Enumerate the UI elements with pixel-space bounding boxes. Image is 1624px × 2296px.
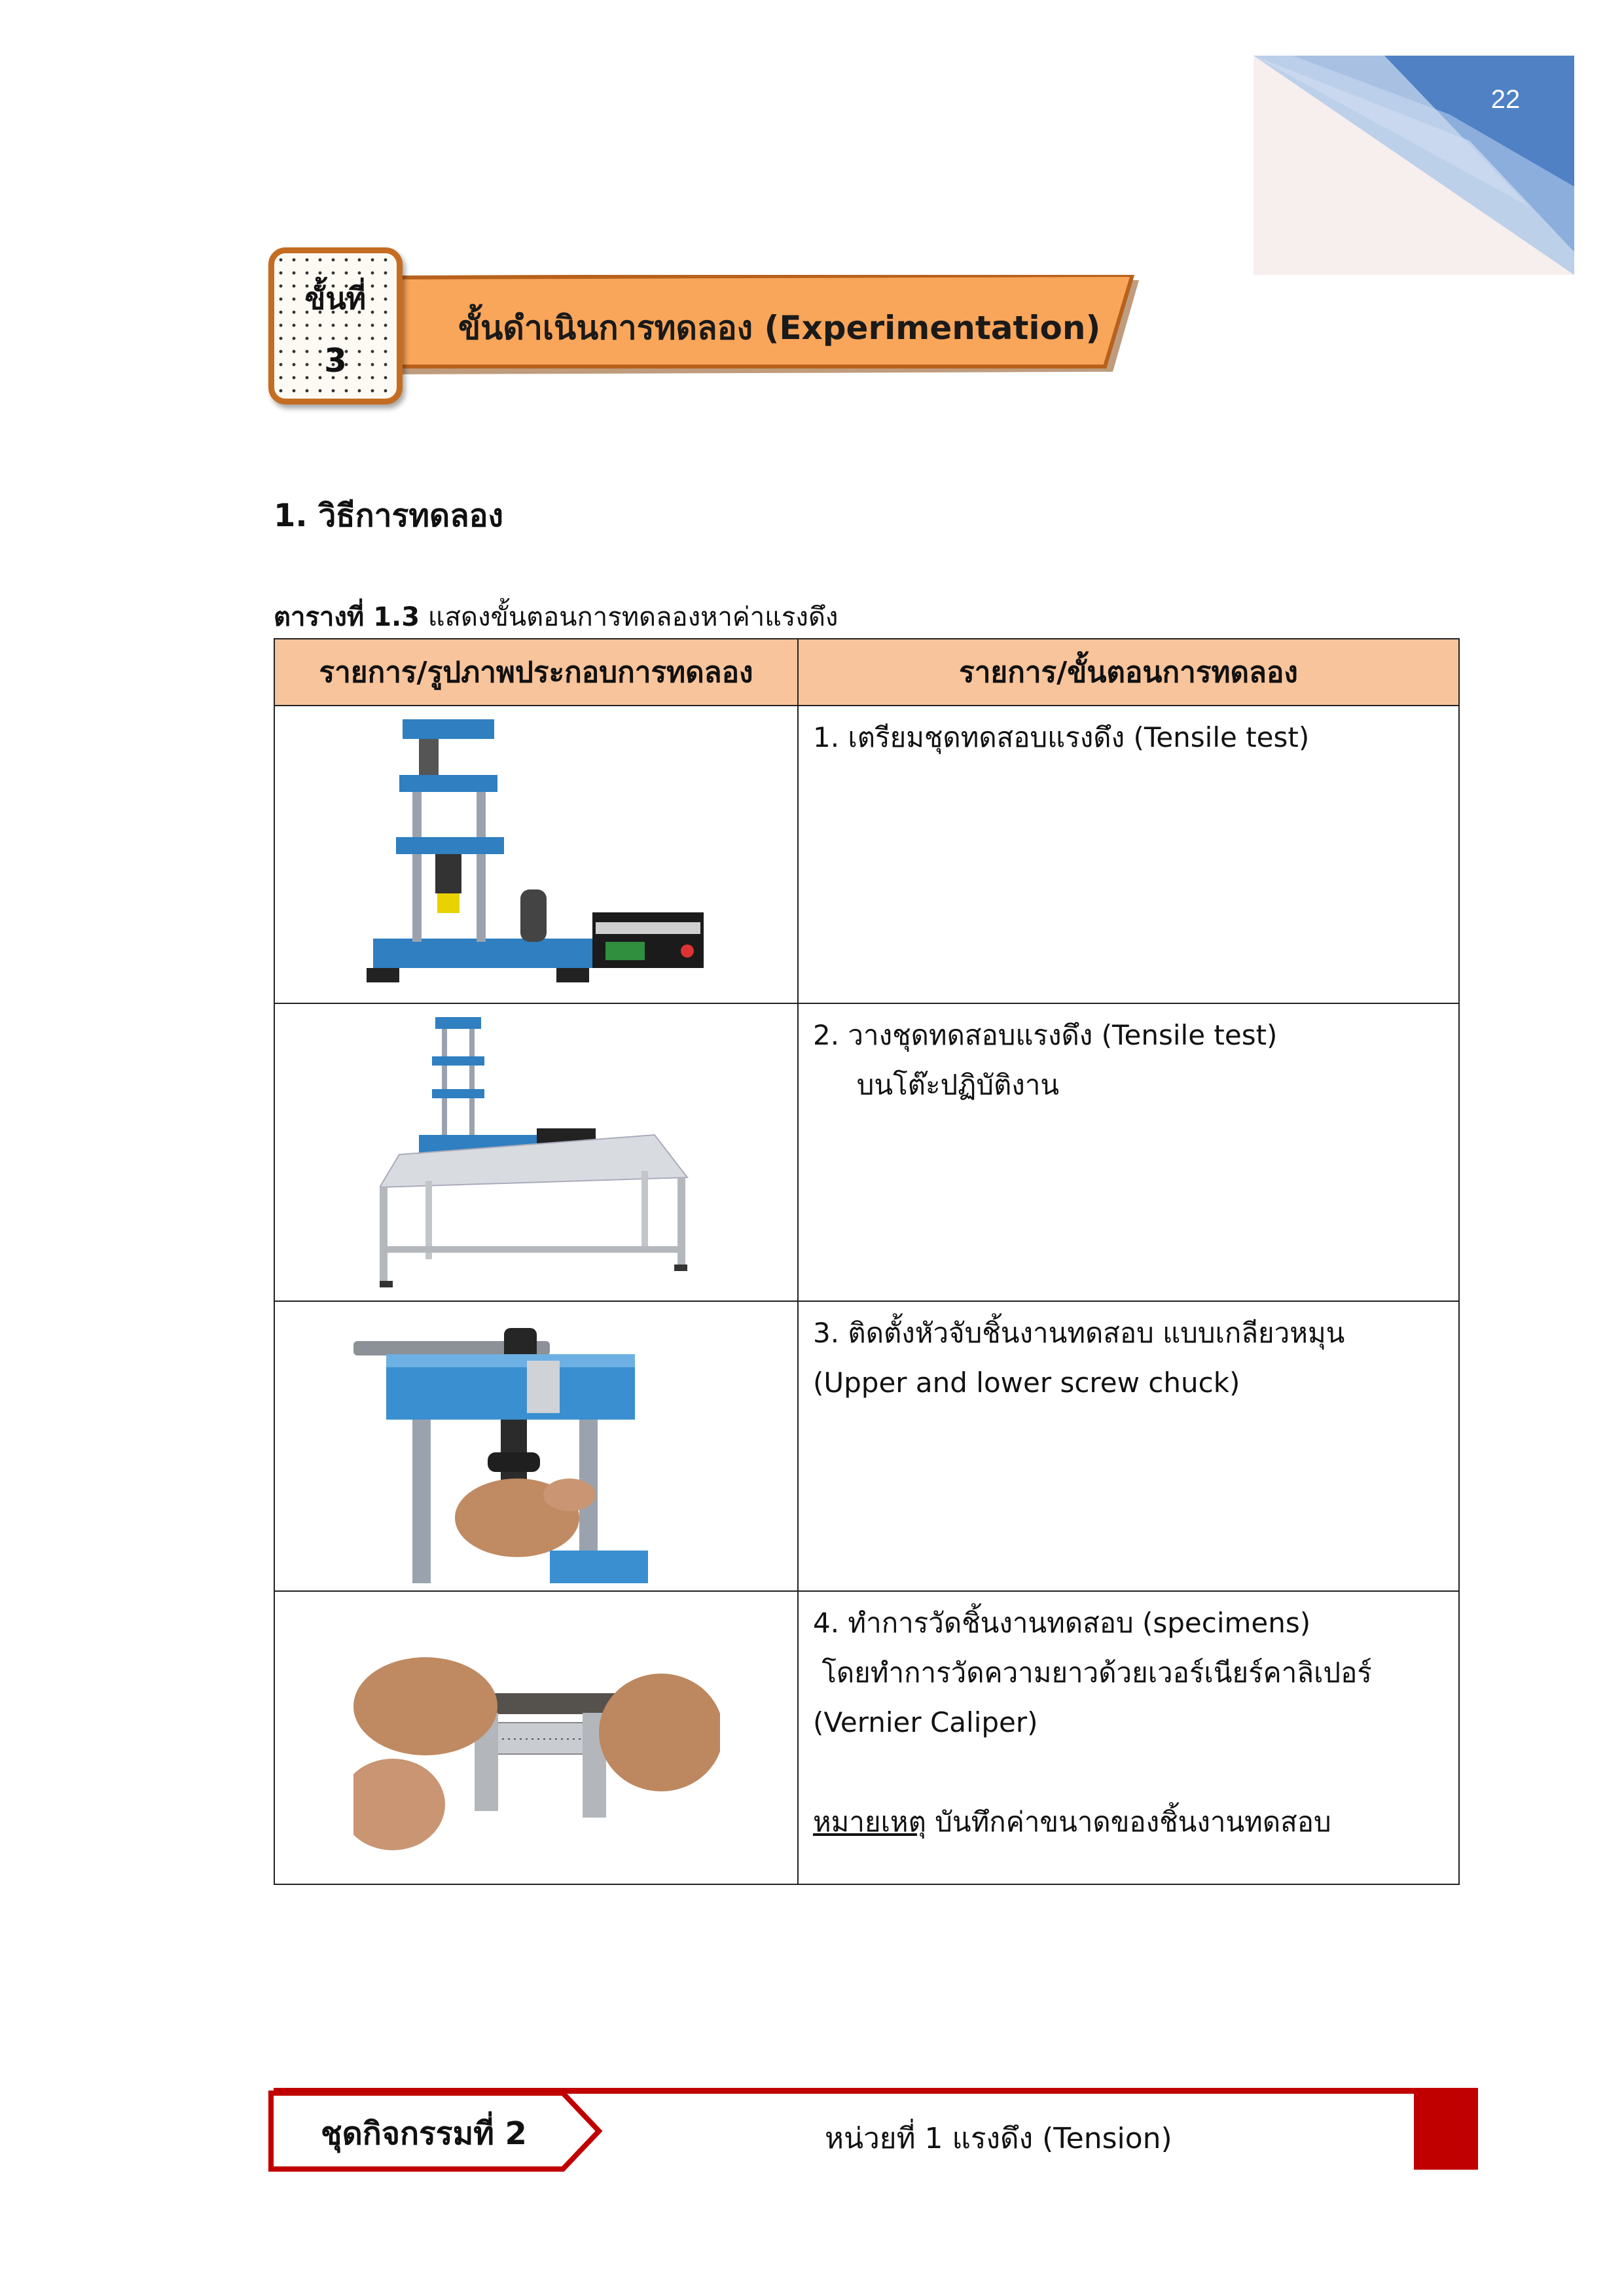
step-4-line-3: (Vernier Caliper) [813, 1706, 1038, 1738]
step-number: 3 [324, 342, 347, 380]
tester-on-workbench-photo [380, 1017, 694, 1289]
step-4-note [813, 1797, 1445, 1847]
note-text: บันทึกค่าขนาดของชิ้นงานทดสอบ [926, 1806, 1331, 1838]
table-row [274, 706, 1459, 1003]
table-row [274, 1003, 1459, 1301]
image-cell [274, 1301, 798, 1591]
image-cell [274, 706, 798, 1003]
screw-chuck-photo [353, 1315, 648, 1583]
steps-table [274, 638, 1460, 1885]
step-badge [268, 247, 403, 404]
caption-label: ตารางที่ 1.3 [274, 602, 420, 632]
footer-activity: ชุดกิจกรรมที่ 2 [321, 2115, 527, 2152]
table-row [274, 1301, 1459, 1591]
page-number: 22 [1490, 85, 1521, 114]
tensile-tester-photo [360, 719, 713, 988]
header-images: รายการ/รูปภาพประกอบการทดลอง [274, 639, 798, 706]
vernier-caliper-photo [353, 1634, 720, 1850]
step-cell [798, 706, 1459, 1003]
table-row [274, 1591, 1459, 1884]
image-cell [274, 1003, 798, 1301]
step-4-line-1: 4. ทำการวัดชิ้นงานทดสอบ (specimens) [813, 1607, 1311, 1639]
step-3-line-1: 3. ติดตั้งหัวจับชิ้นงานทดสอบ แบบเกลียวหมุน [813, 1317, 1345, 1349]
step-2-line-1: 2. วางชุดทดสอบแรงดึง (Tensile test) [813, 1019, 1278, 1051]
banner-title: ขั้นดำเนินการทดลอง (Experimentation) [458, 309, 1101, 347]
note-label: หมายเหตุ [813, 1806, 926, 1838]
step-label: ขั้นที่ [304, 281, 367, 316]
step-cell [798, 1591, 1459, 1884]
footer-red-block [1414, 2088, 1478, 2170]
step-1-text: 1. เตรียมชุดทดสอบแรงดึง (Tensile test) [813, 721, 1310, 753]
step-cell [798, 1003, 1459, 1301]
header-steps: รายการ/ขั้นตอนการทดลอง [798, 639, 1459, 706]
image-cell [274, 1591, 798, 1884]
step-4-line-2: โดยทำการวัดความยาวด้วยเวอร์เนียร์คาลิเปอร์ [813, 1657, 1372, 1689]
step-3-line-2: (Upper and lower screw chuck) [813, 1367, 1240, 1399]
step-cell [798, 1301, 1459, 1591]
table-header-row [274, 639, 1459, 706]
caption-text: แสดงขั้นตอนการทดลองหาค่าแรงดึง [420, 602, 839, 632]
section-heading: 1. วิธีการทดลอง [274, 497, 503, 534]
step-2-line-2: บนโต๊ะปฏิบัติงาน [813, 1069, 1060, 1101]
footer-unit: หน่วยที่ 1 แรงดึง (Tension) [825, 2122, 1172, 2155]
table-caption [274, 596, 838, 637]
